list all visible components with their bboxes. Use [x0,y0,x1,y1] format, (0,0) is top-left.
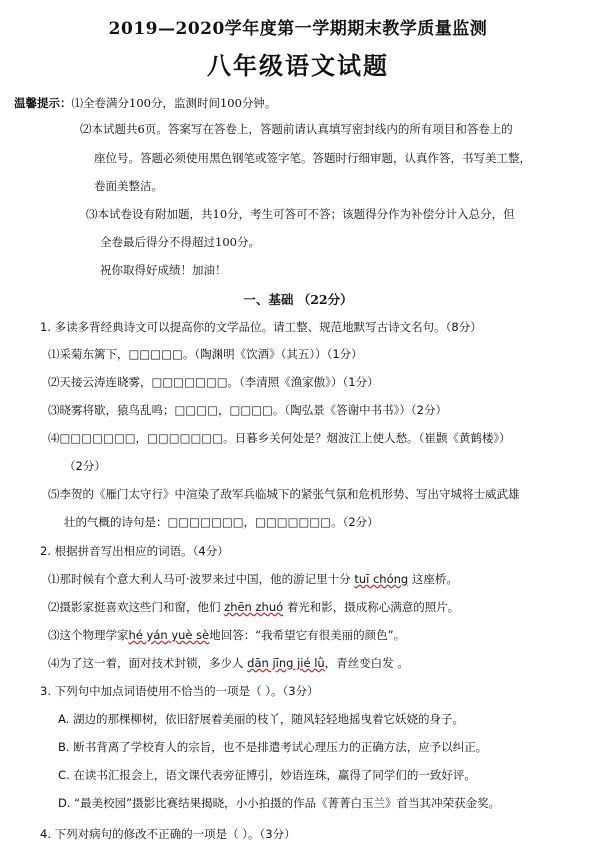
exam-title: 2019—2020学年度第一学期期末教学质量监测 [108,19,488,39]
tips-line-1 [14,95,276,111]
q4-stem: 4. 下列对病句的修改不正确的一项是（ ）。（3分） [40,827,296,841]
q2-item-1 [48,571,458,587]
q3-option-b: B. 断书背离了学校育人的宗旨，也不是排遣考试心理压力的正确方法，应予以纠正。 [58,740,488,754]
section-heading-basics: 一、基础 （22分） [243,292,353,307]
q2-item-1-tail: 这座桥。 [411,572,458,586]
q2-item-4-pinyin: dān jīng jié lǜ [247,656,325,670]
tip-3a: ⑶本试卷设有附加题，共10分，考生可答可不答；该题得分作为补偿分计入总分，但 [86,207,515,221]
q3-option-c: C. 在读书汇报会上，语文课代表旁征博引，妙语连珠，赢得了同学们的一致好评。 [58,768,476,782]
q2-item-3-pinyin: hé yán yuè sè [128,628,210,642]
q2-item-2 [48,599,459,615]
q2-item-3-tail: 地回答：“我希望它有很美丽的颜色”。 [209,628,406,642]
q2-item-2-pinyin: zhēn zhuó [224,600,284,614]
q3-stem: 3. 下列句中加点词语使用不恰当的一项是（ ）。（3分） [40,684,319,698]
q3-option-d: D. “最美校园”摄影比赛结果揭晓，小小拍摄的作品《菁菁白玉兰》首当其冲荣获金奖。 [58,796,501,810]
q1-item-2: ⑵天接云涛连晓雾，□□□□□□□。（李清照《渔家傲》）（1分） [48,375,379,389]
q1-item-4b: （2分） [64,459,106,473]
q1-item-5b: 壮的气概的诗句是：□□□□□□□，□□□□□□□。（2分） [64,515,379,529]
tip-2b: 座位号。答题必须使用黑色钢笔或签字笔。答题时行细审题，认真作答，书写美工整， [94,151,531,165]
q1-item-4a: ⑷□□□□□□□，□□□□□□□。日暮乡关何处是？烟波江上使人愁。（崔颢《黄鹤楼》） [48,431,511,445]
q2-item-4 [48,655,409,671]
q2-item-2-tail: 着光和影，摄成称心满意的照片。 [286,600,460,614]
q2-item-1-text: ⑴那时候有个意大利人马可·波罗来过中国，他的游记里十分 [48,572,351,586]
tip-2c: 卷面美整洁。 [94,179,163,193]
q1-item-1: ⑴采菊东篱下，□□□□□。（陶渊明《饮酒》（其五））（1分） [48,347,363,361]
q2-item-4-tail: ，青丝变白发 。 [324,656,409,670]
q2-item-1-pinyin: tuī chóng [354,572,409,586]
q1-item-5a: ⑸李贺的《雁门太守行》中渲染了敌军兵临城下的紧张气氛和危机形势、写出守城将士威武雄 [48,487,520,501]
exam-subtitle: 八年级语文试题 [207,51,389,80]
tips-label: 温馨提示： [14,96,72,110]
q2-item-2-text: ⑵摄影家挺喜欢这些门和窗，他们 [48,600,221,614]
tip-1: ⑴全卷满分100分，监测时间100分钟。 [71,96,277,110]
tip-3b: 全卷最后得分不得超过100分。 [100,235,260,249]
q2-stem: 2. 根据拼音写出相应的词语。（4分） [40,544,229,558]
q2-item-4-text: ⑷为了这一着，面对技术封锁，多少人 [48,656,244,670]
tip-4: 祝你取得好成绩！加油！ [100,263,227,277]
q1-item-3: ⑶晓雾将歇，猿鸟乱鸣；□□□□，□□□□。（陶弘景《答谢中书书》）（2分） [48,403,447,417]
q3-option-a: A. 湖边的那棵柳树，依旧舒展着美丽的枝丫，随风轻轻地摇曳着它妖娆的身子。 [58,712,464,726]
tip-2a: ⑵本试题共6页。答案写在答卷上，答题前请认真填写密封线内的所有项目和答卷上的 [80,122,513,136]
q2-item-3 [48,627,405,643]
q1-stem: 1. 多读多背经典诗文可以提高你的文学品位。请工整、规范地默写古诗文名句。（8分） [40,320,482,334]
q2-item-3-text: ⑶这个物理学家 [48,628,129,642]
